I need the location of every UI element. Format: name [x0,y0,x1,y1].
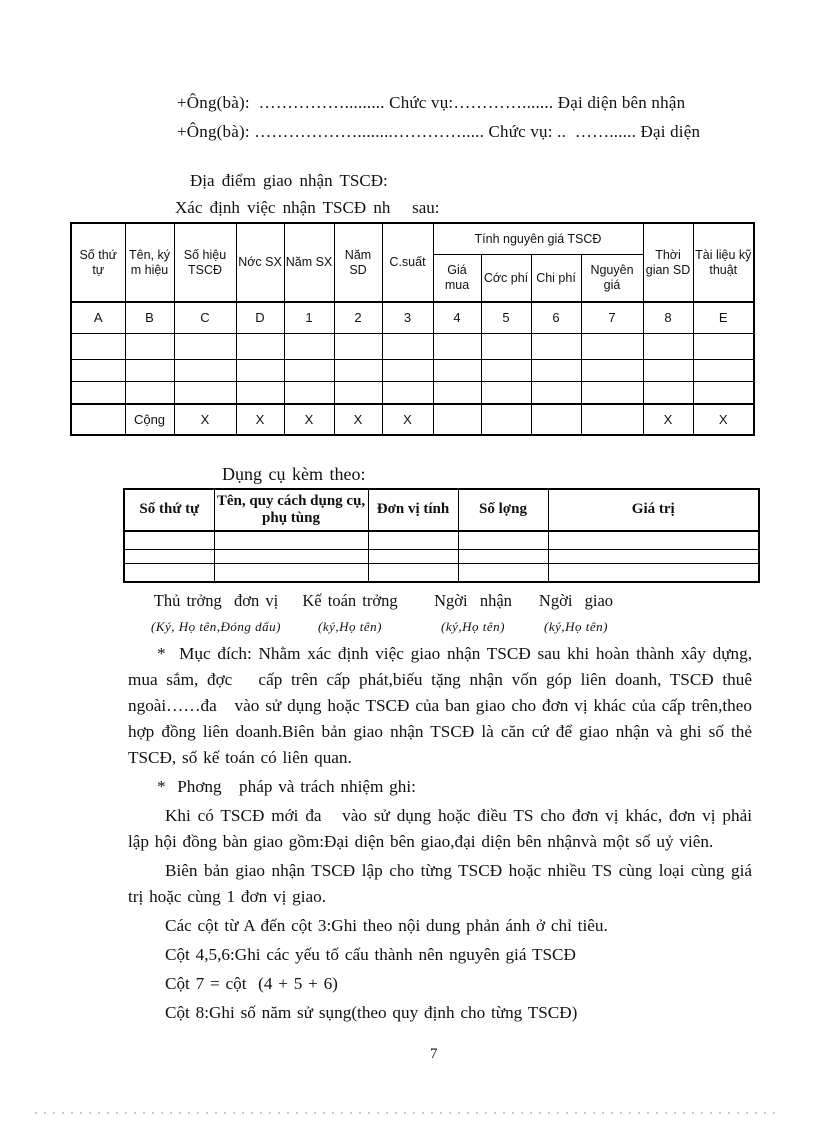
key-cell: C [174,302,236,333]
empty-data-row [124,531,759,549]
total-cell: X [174,404,236,435]
key-cell: 7 [581,302,643,333]
header-cell: C.suất [382,223,433,302]
signature-receiver [427,591,519,635]
empty-data-row [71,381,754,404]
column-key-row [71,302,754,333]
header-cell: Số thứ tự [124,489,214,531]
group-header-cell: Tính nguyên giá TSCĐ [433,223,643,254]
key-cell: E [693,302,754,333]
signature-giver [530,591,622,635]
key-cell: D [236,302,284,333]
party-line-receiver: +Ông(bà): ……………......... Chức vụ:…………....... Đại diện bên nhận [177,93,686,112]
header-cell: Đơn vị tính [368,489,458,531]
total-cell: Cộng [125,404,174,435]
key-cell: 4 [433,302,481,333]
key-cell: 5 [481,302,531,333]
paragraph-column-7: Cột 7 = cột (4 + 5 + 6) [165,974,338,993]
key-cell: 1 [284,302,334,333]
empty-data-row [71,333,754,359]
signature-title: Kế toán trởng [302,591,398,610]
tools-heading: Dụng cụ kèm theo: [222,464,366,484]
total-cell: X [334,404,382,435]
total-cell [433,404,481,435]
total-cell [581,404,643,435]
paragraph-scope: Biên bản giao nhận TSCĐ lập cho từng TSCĐ hoặc nhiều TS cùng loại cùng giá trị hoặc cùng 1 đơn vị giao. [128,861,758,906]
header-cell: Số thứ tự [71,223,125,302]
signature-note: (ký,Họ tên) [318,619,382,634]
key-cell: 3 [382,302,433,333]
header-cell: Chi phí [531,254,581,302]
header-cell: Cớc phí [481,254,531,302]
signature-title: Ngời giao [538,591,614,610]
header-cell: Giá mua [433,254,481,302]
total-cell [531,404,581,435]
header-cell: Tên, ký m hiệu [125,223,174,302]
key-cell: 2 [334,302,382,333]
signature-title: Ngời nhận [434,591,512,610]
total-cell [481,404,531,435]
paragraph-when: Khi có TSCĐ mới đa vào sử dụng hoặc điều TS cho đơn vị khác, đơn vị phải lập hội đồng bàn giao gồm:Đại diện bên giao,đại diện bên nhậnvà một số uỷ viên. [128,806,758,851]
handover-location-line: Địa điểm giao nhận TSCĐ: [190,171,388,190]
signature-note: (Ký, Họ tên,Đóng dấu) [150,619,281,634]
signature-chief-accountant [300,591,400,635]
explanation-text [128,641,758,1029]
paragraph-purpose: * Mục đích: Nhằm xác định việc giao nhận TSCĐ sau khi hoàn thành xây dựng, mua sắm, đợc cấp trên cấp phát,biếu tặng nhận vốn góp liên doanh, TSCĐ thuê ngoài……đa vào sử dụng hoặc TSCĐ của ban giao cho đơn vị khác của cấp trên,theo hợp đồng liên doanh.Biên bản giao nhận TSCĐ là căn cứ để giao nhận và ghi số thẻ TSCĐ, sổ kế toán có liên quan. [128,644,758,767]
header-cell: Nguyên giá [581,254,643,302]
key-cell: 8 [643,302,693,333]
header-cell: Tài liệu kỹ thuật [693,223,754,302]
paragraph-column-8: Cột 8:Ghi số năm sử sụng(theo quy định cho từng TSCĐ) [165,1003,578,1022]
header-cell: Số lợng [458,489,548,531]
total-cell: X [382,404,433,435]
page-number: 7 [430,1046,438,1062]
key-cell: A [71,302,125,333]
total-cell: X [643,404,693,435]
page-boundary-dotted-line [35,1112,781,1114]
paragraph-columns-a-3: Các cột từ A đến cột 3:Ghi theo nội dung phản ánh ở chỉ tiêu. [165,916,608,935]
header-cell: Số hiệu TSCĐ [174,223,236,302]
tools-table [123,488,760,583]
party-line-representative: +Ông(bà): ………………........…………..... Chức vụ: .. ……...... Đại diện [177,122,701,141]
empty-data-row [124,549,759,563]
paragraph-columns-456: Cột 4,5,6:Ghi các yếu tố cấu thành nên nguyên giá TSCĐ [165,945,576,964]
header-cell: Năm SD [334,223,382,302]
empty-data-row [124,563,759,582]
signature-unit-head [137,591,295,635]
total-cell: X [693,404,754,435]
asset-table [70,222,755,436]
total-cell [71,404,125,435]
paragraph-method-heading: * Phơng pháp và trách nhiệm ghi: [157,777,416,796]
total-row [71,404,754,435]
empty-data-row [71,359,754,381]
header-cell: Thời gian SD [643,223,693,302]
header-cell: Nớc SX [236,223,284,302]
signature-note: (ký,Họ tên) [544,619,608,634]
total-cell: X [236,404,284,435]
key-cell: B [125,302,174,333]
header-cell: Tên, quy cách dụng cụ, phụ tùng [214,489,368,531]
total-cell: X [284,404,334,435]
key-cell: 6 [531,302,581,333]
header-cell: Năm SX [284,223,334,302]
signature-note: (ký,Họ tên) [441,619,505,634]
signature-title: Thủ trởng đơn vị [153,591,279,610]
confirmation-line: Xác định việc nhận TSCĐ nh sau: [175,198,440,217]
header-cell: Giá trị [548,489,759,531]
